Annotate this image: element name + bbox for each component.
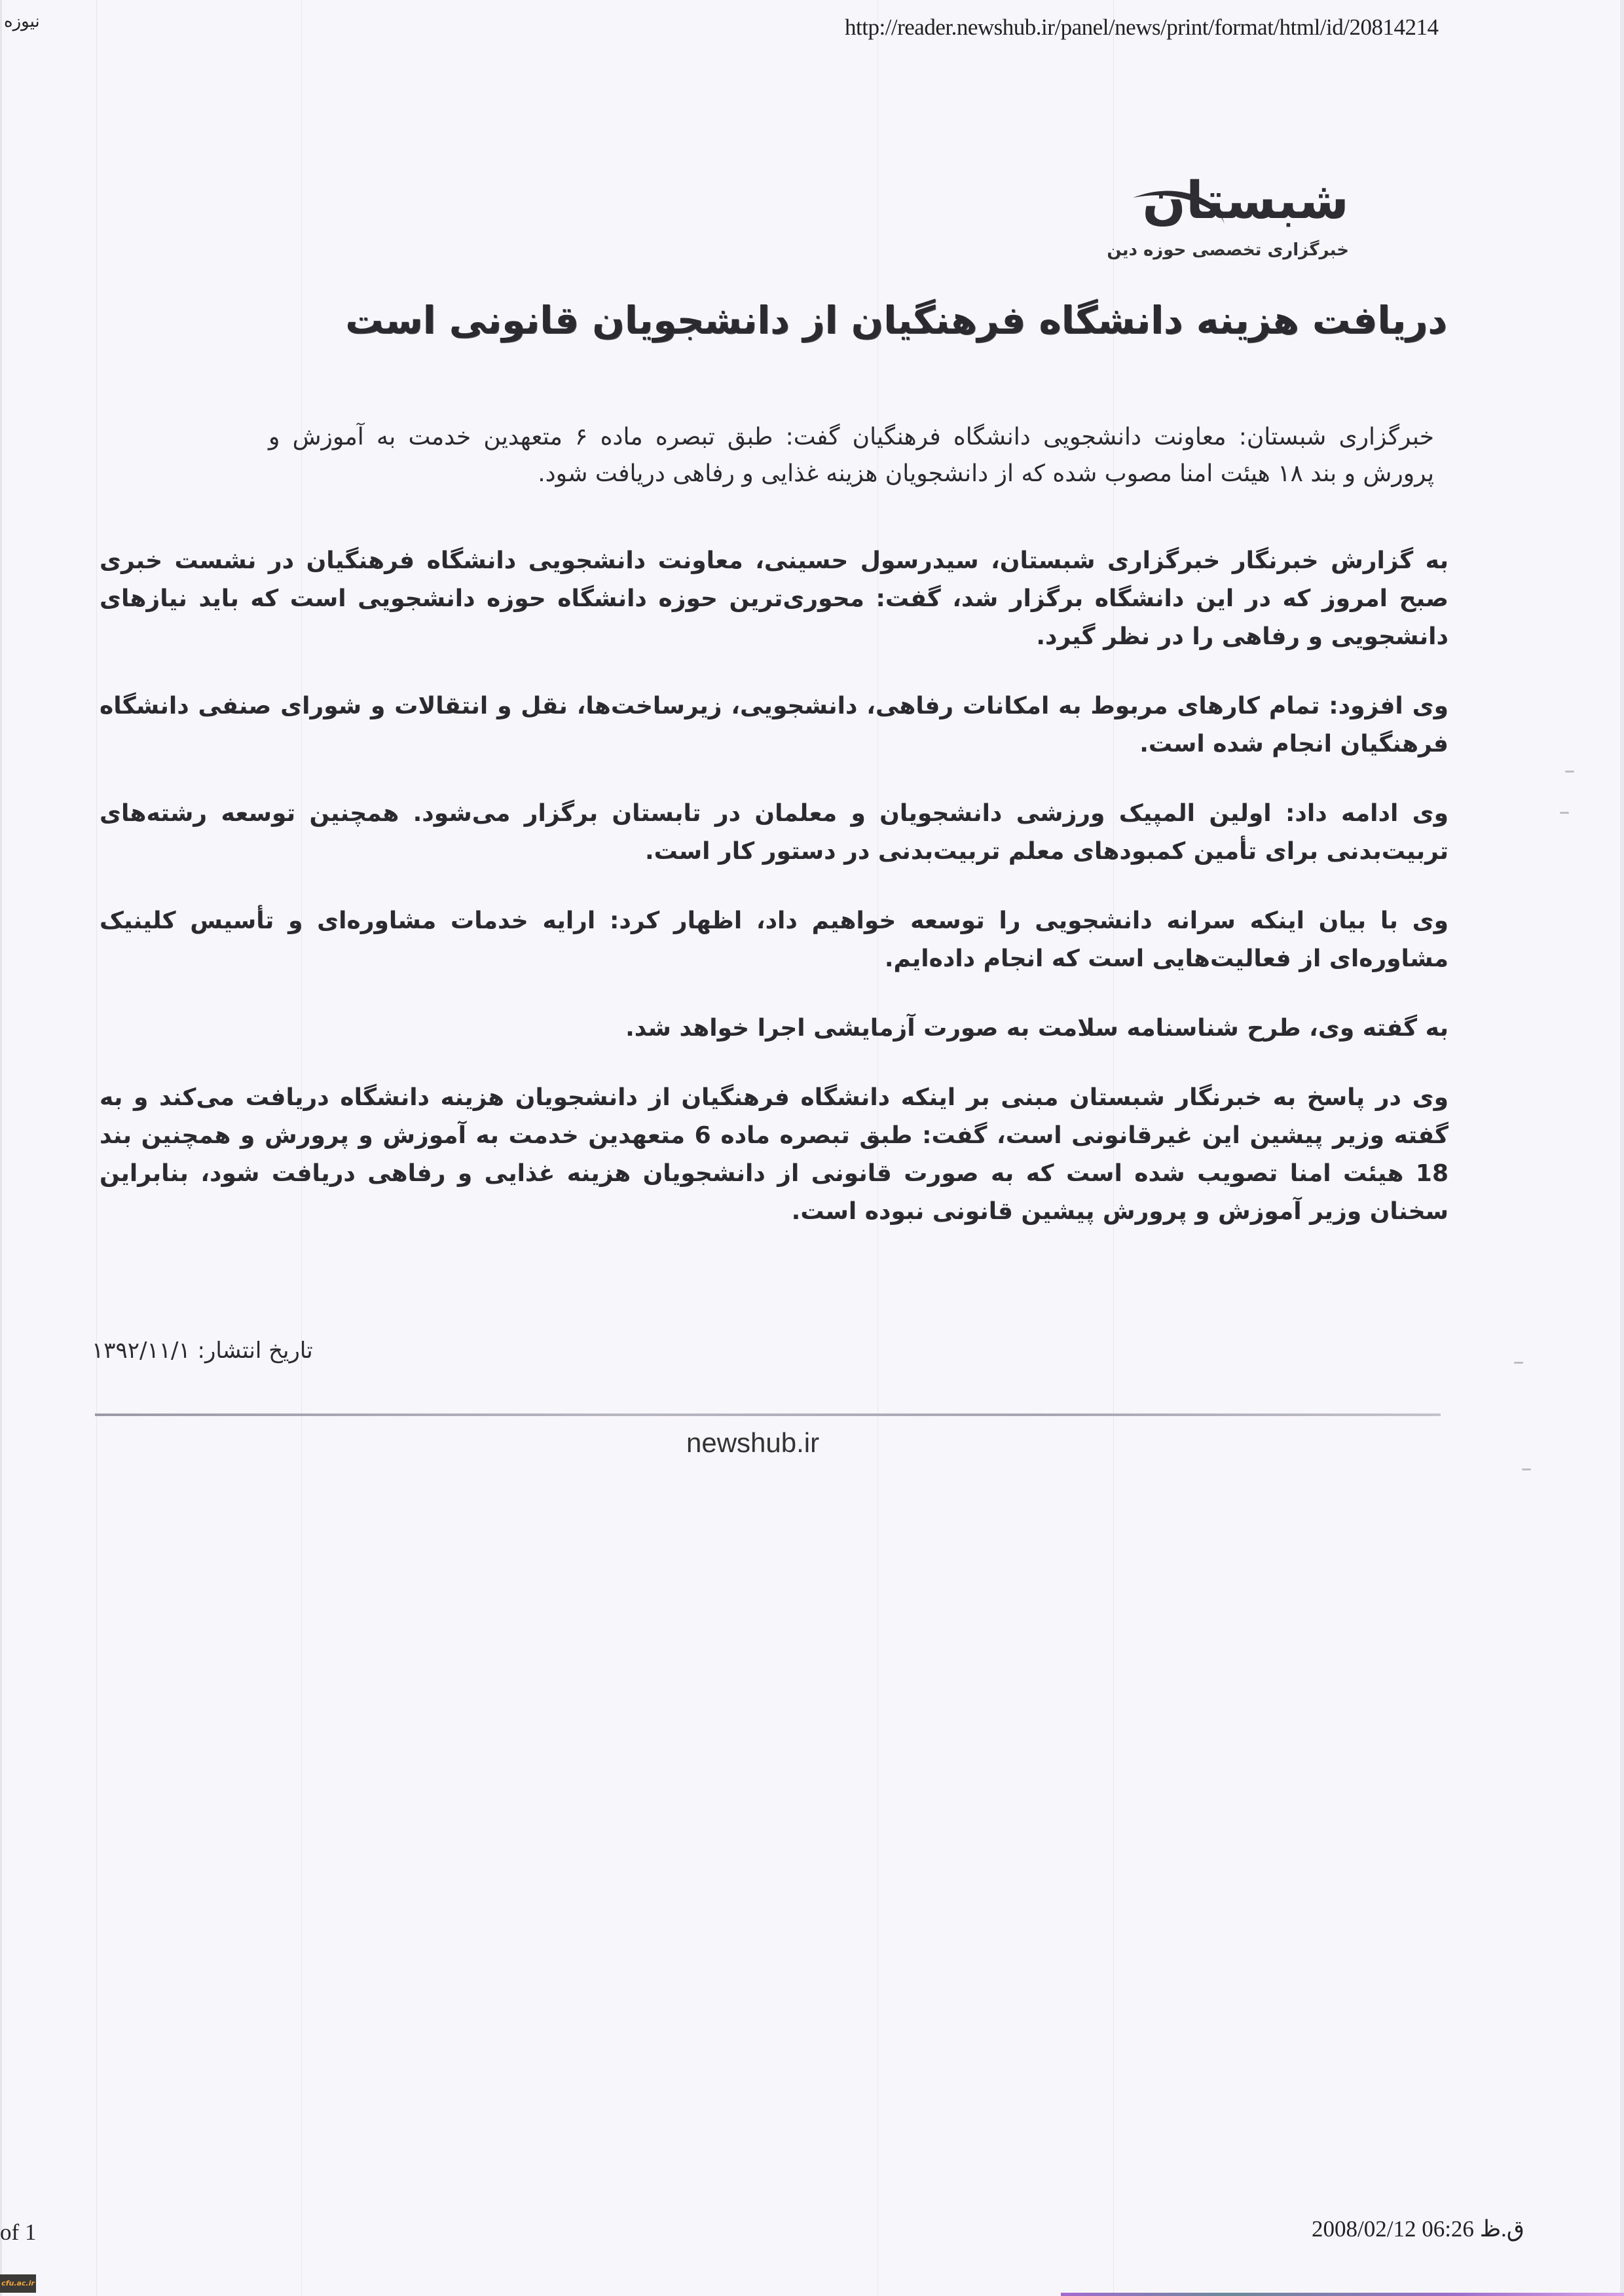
article-body bbox=[100, 542, 1449, 1262]
logo-tagline: خبرگزاری تخصصی حوزه دین bbox=[1107, 240, 1349, 260]
page-number: of 1 bbox=[0, 2219, 37, 2245]
publish-date: تاریخ انتشار: ۱۳۹۲/۱۱/۱ bbox=[92, 1338, 313, 1364]
article-paragraph: وی با بیان اینکه سرانه دانشجویی را توسعه خواهیم داد، اظهار کرد: ارایه خدمات مشاوره‌ای و تأسیس کلینیک مشاوره‌ای از فعالیت‌هایی است که انجام داده‌ایم. bbox=[100, 907, 1449, 972]
shabestan-logo bbox=[1107, 172, 1356, 270]
scan-line bbox=[96, 0, 97, 2296]
footer-site[interactable]: newshub.ir bbox=[686, 1427, 820, 1458]
article-paragraph: وی افزود: تمام کارهای مربوط به امکانات رفاهی، دانشجویی، زیرساخت‌ها، نقل و انتقالات و شورای صنفی دانشگاه فرهنگیان انجام شده است. bbox=[100, 693, 1449, 757]
scan-speck bbox=[1565, 771, 1574, 773]
scan-edge-bottom bbox=[1061, 2293, 1624, 2296]
article-lead: خبرگزاری شبستان: معاونت دانشجویی دانشگاه فرهنگیان گفت: طبق تبصره ماده ۶ متعهدین خدمت به آموزش و پرورش و بند ۱۸ هیئت امنا مصوب شده که از دانشجویان هزینه غذایی و رفاهی دریافت شود. bbox=[268, 424, 1434, 487]
print-timestamp: 2008/02/12 06:26 ق.ظ bbox=[1312, 2216, 1524, 2242]
article-paragraph: وی ادامه داد: اولین المپیک ورزشی دانشجویان و معلمان در تابستان برگزار می‌شود. همچنین توسعه رشته‌های تربیت‌بدنی برای تأمین کمبودهای معلم تربیت‌بدنی در دستور کار است. bbox=[100, 800, 1449, 865]
article-paragraph: به گفته وی، طرح شناسنامه سلامت به صورت آزمایشی اجرا خواهد شد. bbox=[625, 1015, 1449, 1042]
scan-speck bbox=[1560, 812, 1569, 814]
scan-speck bbox=[1522, 1468, 1531, 1470]
header-site-label: نیوزه bbox=[4, 12, 40, 31]
scan-edge-right bbox=[1620, 0, 1624, 2296]
article-paragraph: وی در پاسخ به خبرنگار شبستان مبنی بر اینکه دانشگاه فرهنگیان از دانشجویان هزینه دانشگاه دریافت می‌کند و به گفته وزیر پیشین این غیرقانونی است، گفت: طبق تبصره ماده 6 متعهدین خدمت به آموزش و پرورش و همچنین بند 18 هیئت امنا تصویب شده است که به صورت قانونی از دانشجویان هزینه غذایی و رفاهی دریافت شود، بنابراین سخنان وزیر آموزش و پرورش پیشین قانونی نبوده است. bbox=[100, 1084, 1449, 1225]
article-title: دریافت هزینه دانشگاه فرهنگیان از دانشجویان قانونی است bbox=[345, 298, 1447, 342]
watermark-logo: cfu.ac.ir bbox=[0, 2274, 36, 2293]
logo-name: شبستان bbox=[1142, 172, 1349, 230]
scan-speck bbox=[1514, 1362, 1523, 1364]
article-paragraph: به گزارش خبرنگار خبرگزاری شبستان، سیدرسول حسینی، معاونت دانشجویی دانشگاه فرهنگیان در نشست خبری صبح امروز که در این دانشگاه برگزار شد، گفت: محوری‌ترین حوزه دانشگاه حوزه دانشجویی است که باید نیازهای دانشجویی و رفاهی را در نظر گیرد. bbox=[100, 547, 1449, 650]
scan-edge-left bbox=[0, 0, 2, 2296]
header-url[interactable]: http://reader.newshub.ir/panel/news/print/format/html/id/20814214 bbox=[845, 14, 1439, 40]
footer-divider bbox=[95, 1413, 1441, 1416]
